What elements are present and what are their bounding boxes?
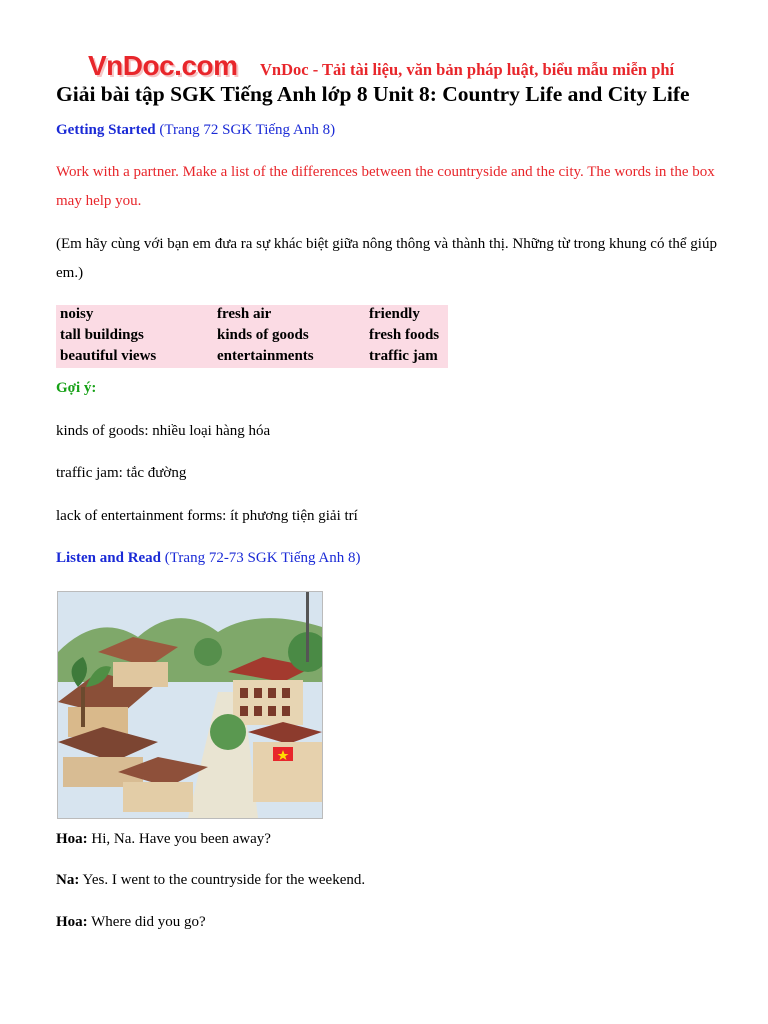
hint-label: Gợi ý: — [56, 380, 97, 396]
hint-item: traffic jam: tắc đường — [56, 465, 187, 481]
hint-item: lack of entertainment forms: ít phương tiện giải trí — [56, 508, 358, 524]
getting-started-ref: (Trang 72 SGK Tiếng Anh 8) — [155, 122, 336, 138]
speaker-name: Na: — [56, 872, 80, 888]
listen-read-label: Listen and Read — [56, 550, 162, 566]
getting-started-label: Getting Started — [56, 122, 156, 138]
vocab-item: fresh foods — [369, 327, 440, 343]
vocab-item: traffic jam — [369, 348, 438, 364]
dialogue-text: Hi, Na. Have you been away? — [87, 831, 271, 847]
site-tagline: VnDoc - Tải tài liệu, văn bản pháp luật, biểu mẫu miễn phí — [260, 60, 675, 79]
hint-item: kinds of goods: nhiều loại hàng hóa — [56, 423, 271, 439]
speaker-name: Hoa: — [56, 914, 88, 930]
vocabulary-box — [56, 305, 448, 368]
section-heading-getting-started — [56, 116, 726, 145]
village-illustration — [57, 591, 323, 819]
vocab-item: fresh air — [217, 306, 272, 322]
vocab-item: entertainments — [217, 348, 314, 364]
vndoc-logo[interactable]: VnDoc.com — [88, 50, 238, 81]
site-header — [88, 50, 728, 84]
vocab-item: friendly — [369, 306, 420, 322]
listen-read-ref: (Trang 72-73 SGK Tiếng Anh 8) — [161, 550, 361, 566]
village-drawing — [58, 592, 322, 818]
dialogue-line — [56, 908, 726, 937]
vocab-item: tall buildings — [60, 327, 144, 343]
vocab-item: beautiful views — [60, 348, 157, 364]
instruction-text: Work with a partner. Make a list of the differences between the countryside and the city. The words in the box may help you. — [56, 164, 715, 209]
vocab-item: kinds of goods — [217, 327, 309, 343]
dialogue-line — [56, 866, 726, 895]
translation-text: (Em hãy cùng với bạn em đưa ra sự khác biệt giữa nông thông và thành thị. Những từ trong khung có thể giúp em.) — [56, 236, 717, 281]
dialogue-text: Yes. I went to the countryside for the weekend. — [79, 872, 366, 888]
page-title: Giải bài tập SGK Tiếng Anh lớp 8 Unit 8: Country Life and City Life — [56, 82, 690, 106]
dialogue-text: Where did you go? — [87, 914, 206, 930]
section-heading-listen-read — [56, 544, 726, 573]
vocab-item: noisy — [60, 306, 94, 322]
speaker-name: Hoa: — [56, 831, 88, 847]
dialogue-line — [56, 825, 726, 854]
